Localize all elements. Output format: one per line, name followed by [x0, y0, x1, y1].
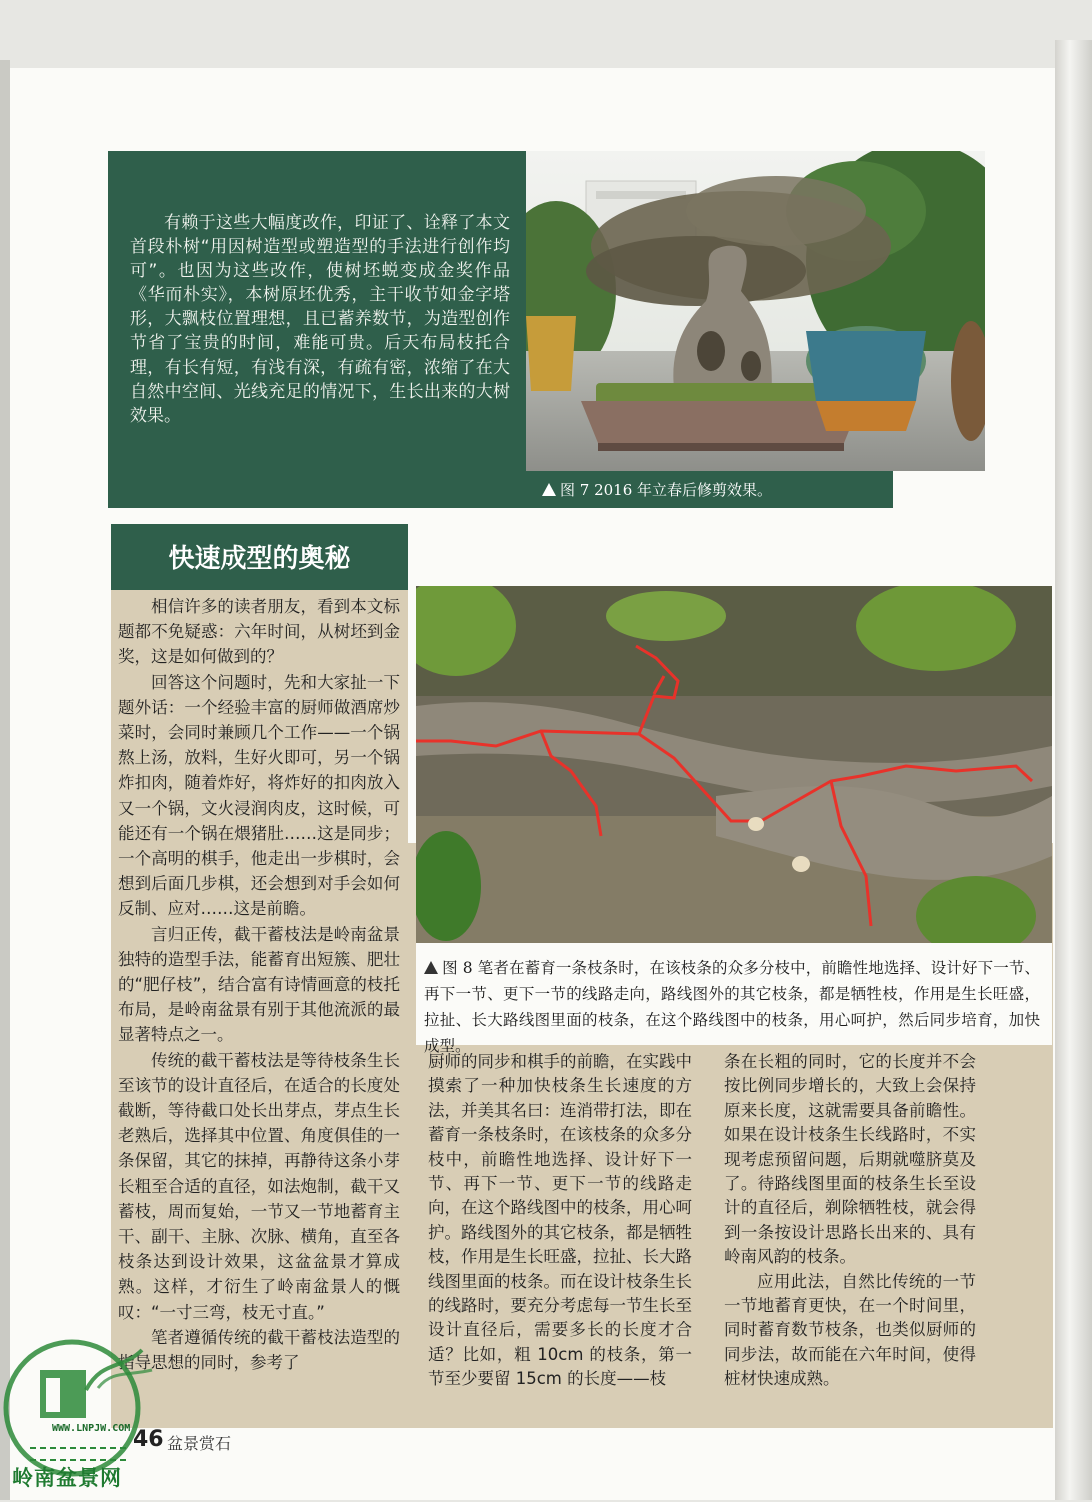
page-binding	[0, 60, 10, 1500]
body-paragraph: 言归正传，截干蓄枝法是岭南盆景独特的造型手法，能蓄育出短簇、肥壮的“肥仔枝”，结合富有诗情画意的枝托布局，是岭南盆景有别于其他流派的最显著特点之一。	[118, 924, 400, 1045]
figure-7-caption	[542, 479, 772, 500]
section-header	[111, 524, 408, 590]
logo-name: 岭南盆景网	[12, 1466, 122, 1490]
triangle-marker-icon	[542, 483, 556, 496]
logo-url: WWW.LNPJW.COM	[52, 1423, 131, 1434]
figure-7-caption-text: 图 7 2016 年立春后修剪效果。	[560, 481, 773, 499]
figure-7-caption-bar	[526, 471, 893, 508]
logo-stripe	[30, 1447, 126, 1461]
body-paragraph: 条在长粗的同时，它的长度并不会按比例同步增长的，大致上会保持原来长度，这就需要具备前瞻性。如果在设计枝条生长线路时，不实现考虑预留问题，后期就噬脐莫及了。待路线图里面的枝条生长至设计的直径后，剃除牺牲枝，就会得到一条按设计思路长出来的、具有岭南风韵的枝条。	[724, 1052, 976, 1267]
triangle-marker-icon	[424, 961, 438, 974]
left-column	[118, 594, 400, 1375]
figure-8-caption-box	[416, 943, 1052, 1055]
page-number: 46	[133, 1427, 164, 1452]
figure-8-caption	[424, 955, 1040, 1059]
middle-column	[428, 1050, 692, 1392]
body-paragraph: 相信许多的读者朋友，看到本文标题都不免疑惑：六年时间，从树坯到金奖，这是如何做到的？	[118, 597, 400, 667]
intro-paragraph: 有赖于这些大幅度改作，印证了、诠释了本文首段朴树“用因树造型或塑造型的手法进行创作均可”。也因为这些改作，使树坯蜕变成金奖作品《华而朴实》，本树原坯优秀，主干收节如金字塔形，大飘枝位置理想，且已蓄养数节，为造型创作节省了宝贵的时间，难能可贵。后天布局枝托合理，有长有短，有浅有深，有疏有密，浓缩了在大自然中空间、光线充足的情况下，生长出来的大树效果。	[130, 213, 510, 426]
intro-panel	[108, 151, 526, 508]
right-column	[724, 1050, 976, 1392]
section-title: 快速成型的奥秘	[168, 544, 351, 574]
figure-8-caption-text: 图 8 笔者在蓄育一条枝条时，在该枝条的众多分枝中，前瞻性地选择、设计好下一节、再下一节、更下一节的线路走向，路线图外的其它枝条，都是牺牲枝，作用是生长旺盛，拉扯、长大路线图里面的枝条，在这个路线图中的枝条，用心呵护，然后同步培育，加快成型。	[424, 959, 1040, 1055]
figure-8-photo	[416, 586, 1052, 943]
body-paragraph: 传统的截干蓄枝法是等待枝条生长至该节的设计直径后，在适合的长度处截断，等待截口处长出芽点，芽点生长老熟后，选择其中位置、角度俱佳的一条保留，其它的抹掉，再静待这条小芽长粗至合适的直径，如法炮制，截干又蓄枝，周而复始，一节又一节地蓄育主干、副干、主脉、次脉、横角，直至各枝条达到设计效果，这盆盆景才算成熟。这样，才衍生了岭南盆景人的慨叹：“一寸三弯，枝无寸直。”	[118, 1050, 400, 1322]
page-edge	[1055, 40, 1092, 1500]
body-paragraph: 笔者遵循传统的截干蓄枝法造型的指导思想的同时，参考了	[118, 1327, 400, 1373]
body-paragraph: 回答这个问题时，先和大家扯一下题外话：一个经验丰富的厨师做酒席炒菜时，会同时兼顾几个工作——一个锅熬上汤，放料，生好火即可，另一个锅炸扣肉，随着炸好，将炸好的扣肉放入又一个锅，文火浸润肉皮，这时候，可能还有一个锅在煨猪肚……这是同步；一个高明的棋手，他走出一步棋时，会想到后面几步棋，还会想到对手会如何反制、应对……这是前瞻。	[118, 672, 400, 919]
body-paragraph: 厨师的同步和棋手的前瞻，在实践中摸索了一种加快枝条生长速度的方法，并美其名曰：连消带打法，即在蓄育一条枝条时，在该枝条的众多分枝中，前瞻性地选择、设计好下一节、再下一节、更下一节的线路走向，在这个路线图中的枝条，用心呵护。路线图外的其它枝条，都是牺牲枝，作用是生长旺盛，拉扯、长大路线图里面的枝条。而在设计枝条生长的线路时，要充分考虑每一节生长至设计直径后，需要多长的长度才合适？比如，粗 10cm 的枝条，第一节至少要留 15cm 的长度——枝	[428, 1052, 692, 1389]
figure-7-photo	[526, 151, 985, 471]
body-paragraph: 应用此法，自然比传统的一节一节地蓄育更快，在一个时间里，同时蓄育数节枝条，也类似厨师的同步法，故而能在六年时间，使得桩材快速成熟。	[724, 1271, 976, 1389]
magazine-name: 盆景赏石	[167, 1434, 232, 1453]
